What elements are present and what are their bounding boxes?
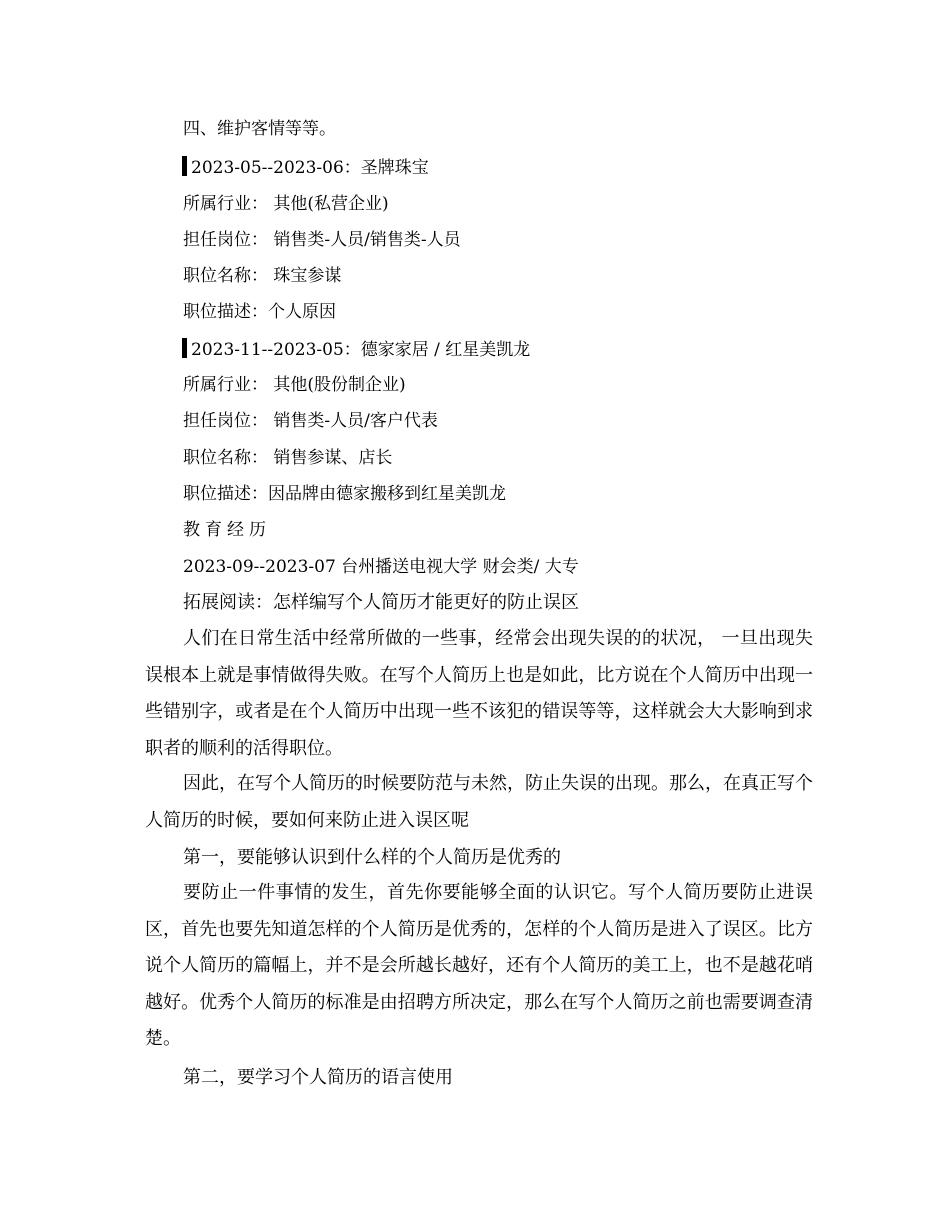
job-title: 职位名称： 珠宝参谋 <box>183 266 342 286</box>
job-header <box>183 156 429 179</box>
job-post: 担任岗位： 销售类-人员/客户代表 <box>183 411 438 431</box>
job-header-text: 2023-11--2023-05：德家家居 / 红星美凯龙 <box>191 340 531 360</box>
education-heading: 教育经历 <box>183 520 271 540</box>
extended-reading-title: 拓展阅读：怎样编写个人简历才能更好的防止误区 <box>183 592 579 613</box>
intro-line: 四、维护客情等等。 <box>183 119 336 139</box>
point-heading: 第二，要学习个人简历的语言使用 <box>183 1067 453 1088</box>
job-industry: 所属行业： 其他(股份制企业) <box>183 375 406 395</box>
education-entry: 2023-09--2023-07 台州播送电视大学 财会类/ 大专 <box>183 557 579 577</box>
job-header-text: 2023-05--2023-06：圣牌珠宝 <box>191 158 429 178</box>
job-post: 担任岗位： 销售类-人员/销售类-人员 <box>183 230 461 250</box>
section-marker-icon <box>182 156 187 176</box>
paragraph: 要防止一件事情的发生，首先你要能够全面的认识它。写个人简历要防止进误区，首先也要先知道怎样的个人简历是优秀的，怎样的个人简历是进入了误区。比方说个人简历的篇幅上，并不是会所越长越好，还有个人简历的美工上，也不是越花哨越好。优秀个人简历的标准是由招聘方所决定，那么在写个人简历之前也需要调查清楚。 <box>145 882 813 1049</box>
section-marker-icon <box>182 338 187 358</box>
job-industry: 所属行业： 其他(私营企业) <box>183 194 389 214</box>
job-description: 职位描述：因品牌由德家搬移到红星美凯龙 <box>183 484 506 504</box>
paragraph: 因此，在写个人简历的时候要防范与未然，防止失误的出现。那么，在真正写个人简历的时候，要如何来防止进入误区呢 <box>145 773 813 831</box>
job-description: 职位描述：个人原因 <box>183 302 336 322</box>
paragraph: 人们在日常生活中经常所做的一些事，经常会出现失误的的状况， 一旦出现失误根本上就是事情做得失败。在写个人简历上也是如此，比方说在个人简历中出现一些错别字，或者是在个人简历中出现一些不该犯的错误等等，这样就会大大影响到求职者的顺利的活得职位。 <box>145 628 813 759</box>
job-header <box>183 338 530 361</box>
job-title: 职位名称： 销售参谋、店长 <box>183 448 393 468</box>
point-heading: 第一，要能够认识到什么样的个人简历是优秀的 <box>183 847 561 868</box>
